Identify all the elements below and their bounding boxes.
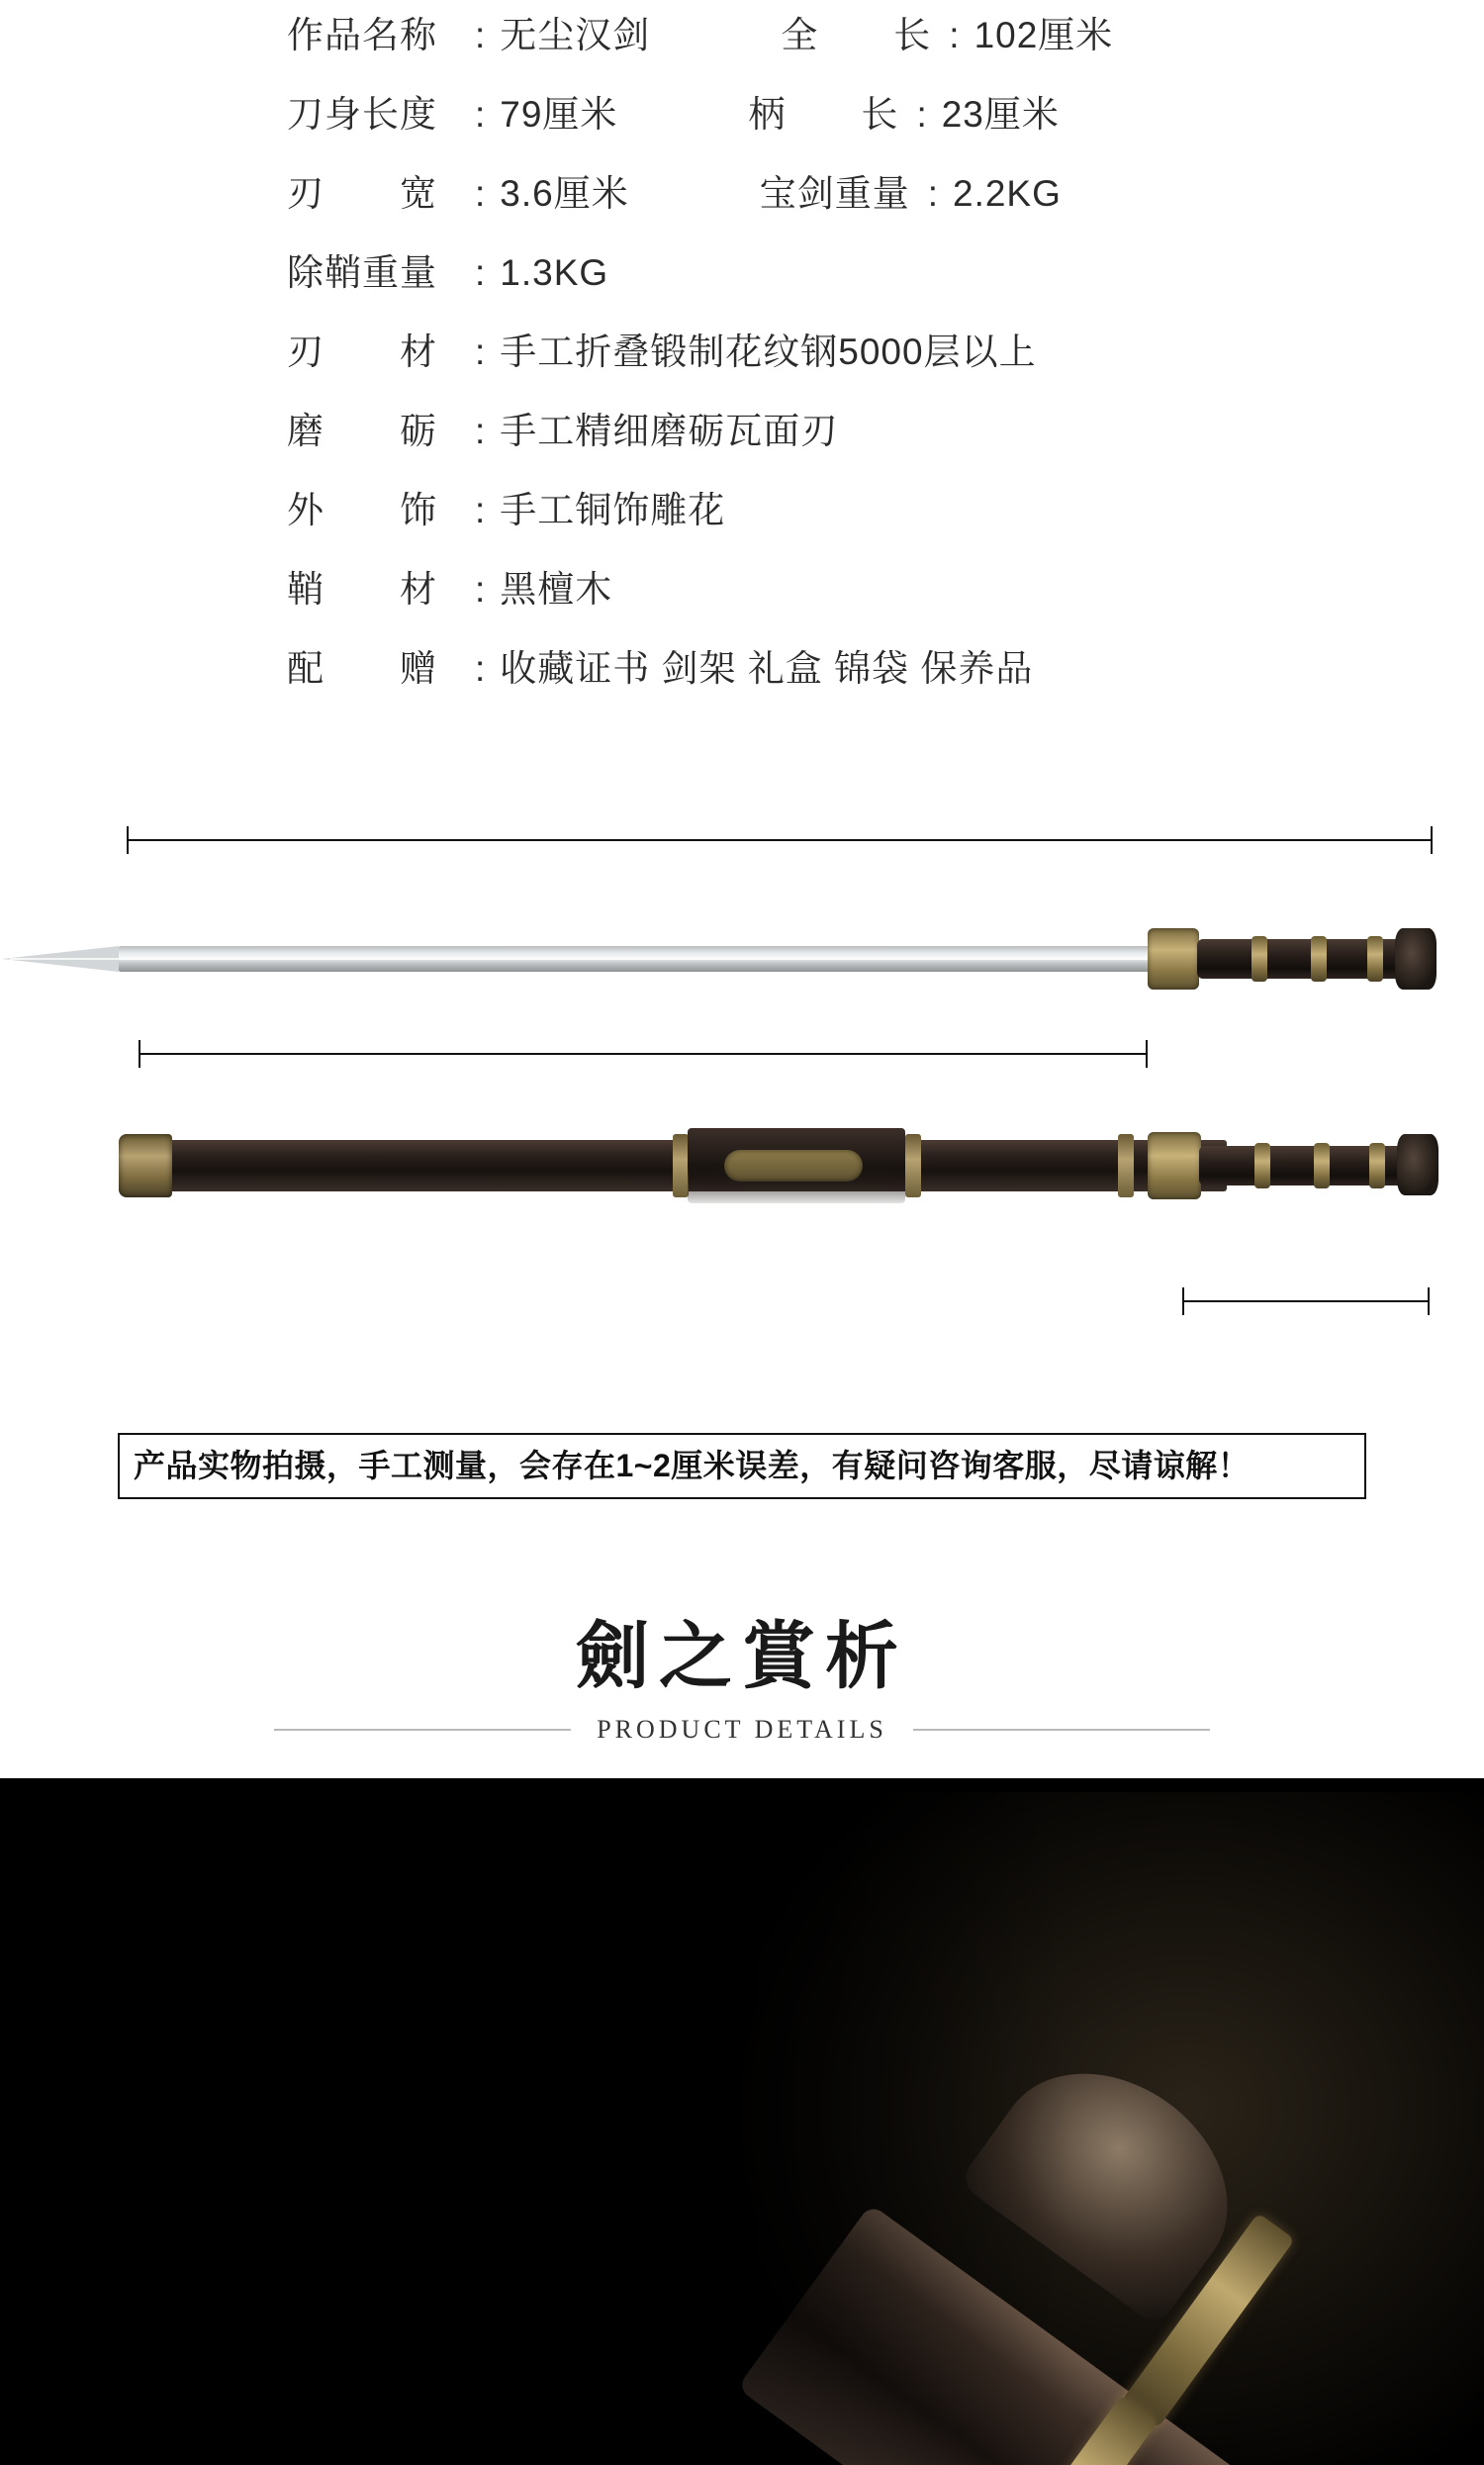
spec-value: 手工折叠锻制花纹钢5000层以上 — [500, 332, 1037, 372]
spec-label: 宝剑重量 — [759, 173, 910, 214]
spec-row — [287, 234, 1484, 313]
grip-ring — [1252, 936, 1267, 982]
spec-row — [287, 471, 1484, 550]
spec-cell — [760, 154, 1062, 234]
pommel — [1395, 928, 1437, 990]
section-subtitle-wrap — [0, 1715, 1484, 1745]
spec-colon: : — [916, 94, 928, 135]
spec-label: 刀身长度 — [287, 94, 437, 135]
sword-sheathed-image — [119, 1112, 1444, 1231]
spec-table — [0, 0, 1484, 709]
spec-row — [287, 0, 1484, 75]
grip-ring — [1311, 936, 1327, 982]
product-photo-measurements — [0, 778, 1484, 1391]
divider-left — [274, 1729, 571, 1731]
spec-value: 3.6厘米 — [500, 173, 629, 214]
spec-value: 23厘米 — [941, 94, 1060, 135]
spec-colon: : — [475, 173, 487, 214]
spec-label: 全 长 — [781, 15, 932, 55]
section-title: 劍之賞析 — [576, 1617, 908, 1699]
pommel — [1397, 1134, 1438, 1195]
spec-value: 手工铜饰雕花 — [500, 490, 726, 530]
scabbard-tip-fitting — [119, 1134, 172, 1197]
spec-value: 收藏证书 剑架 礼盒 锦袋 保养品 — [500, 648, 1034, 689]
spec-value: 无尘汉剑 — [500, 15, 651, 55]
spec-label: 除鞘重量 — [287, 252, 437, 293]
spec-colon: : — [475, 252, 487, 293]
spec-label: 作品名称 — [287, 15, 437, 55]
spec-label: 柄 长 — [748, 94, 899, 135]
spec-label: 磨 砺 — [287, 411, 437, 451]
spec-colon: : — [927, 173, 939, 214]
spec-colon: : — [949, 15, 961, 55]
guard — [1148, 928, 1199, 990]
grip-ring — [1367, 936, 1383, 982]
spec-row — [287, 392, 1484, 471]
scabbard-plate-medallion — [724, 1150, 863, 1182]
section-header — [0, 1618, 1484, 1777]
measure-bar-total-length — [127, 839, 1433, 841]
blade — [119, 946, 1162, 972]
spec-colon: : — [475, 569, 487, 610]
spec-value: 手工精细磨砺瓦面刃 — [500, 411, 839, 451]
spec-row — [287, 550, 1484, 629]
spec-row — [287, 313, 1484, 392]
spec-colon: : — [475, 490, 487, 530]
spec-label: 配 赠 — [287, 648, 437, 689]
spec-value: 79厘米 — [500, 94, 618, 135]
spec-row — [287, 75, 1484, 154]
scabbard-band — [673, 1134, 689, 1197]
grip-ring — [1314, 1143, 1330, 1188]
spec-colon: : — [475, 15, 487, 55]
spec-row — [287, 629, 1484, 709]
divider-right — [913, 1729, 1210, 1731]
spec-label: 刃 宽 — [287, 173, 437, 214]
spec-colon: : — [475, 411, 487, 451]
scabbard-band — [1118, 1134, 1134, 1197]
guard — [1148, 1132, 1201, 1199]
spec-value: 2.2KG — [953, 173, 1062, 214]
sword-bare-image — [119, 906, 1444, 1015]
spec-value: 102厘米 — [974, 15, 1114, 55]
spec-label: 鞘 材 — [287, 569, 437, 610]
spec-label: 刃 材 — [287, 332, 437, 372]
spec-cell — [781, 0, 1113, 75]
spec-colon: : — [475, 648, 487, 689]
spec-value: 1.3KG — [500, 252, 609, 293]
measure-bar-scabbard-length — [139, 1053, 1148, 1055]
spec-colon: : — [475, 332, 487, 372]
spec-cell — [748, 75, 1059, 154]
section-subtitle: PRODUCT DETAILS — [597, 1714, 887, 1744]
spec-row — [287, 154, 1484, 234]
measure-bar-hilt-length — [1182, 1300, 1430, 1302]
scabbard-band — [905, 1134, 921, 1197]
spec-label: 外 饰 — [287, 490, 437, 530]
hero-closeup-photo — [0, 1778, 1484, 2465]
grip-ring — [1369, 1143, 1385, 1188]
measurement-notice: 产品实物拍摄，手工测量，会存在1~2厘米误差，有疑问咨询客服，尽请谅解！ — [118, 1433, 1366, 1499]
spec-colon: : — [475, 94, 487, 135]
spec-value: 黑檀木 — [500, 569, 613, 610]
grip-ring — [1254, 1143, 1270, 1188]
